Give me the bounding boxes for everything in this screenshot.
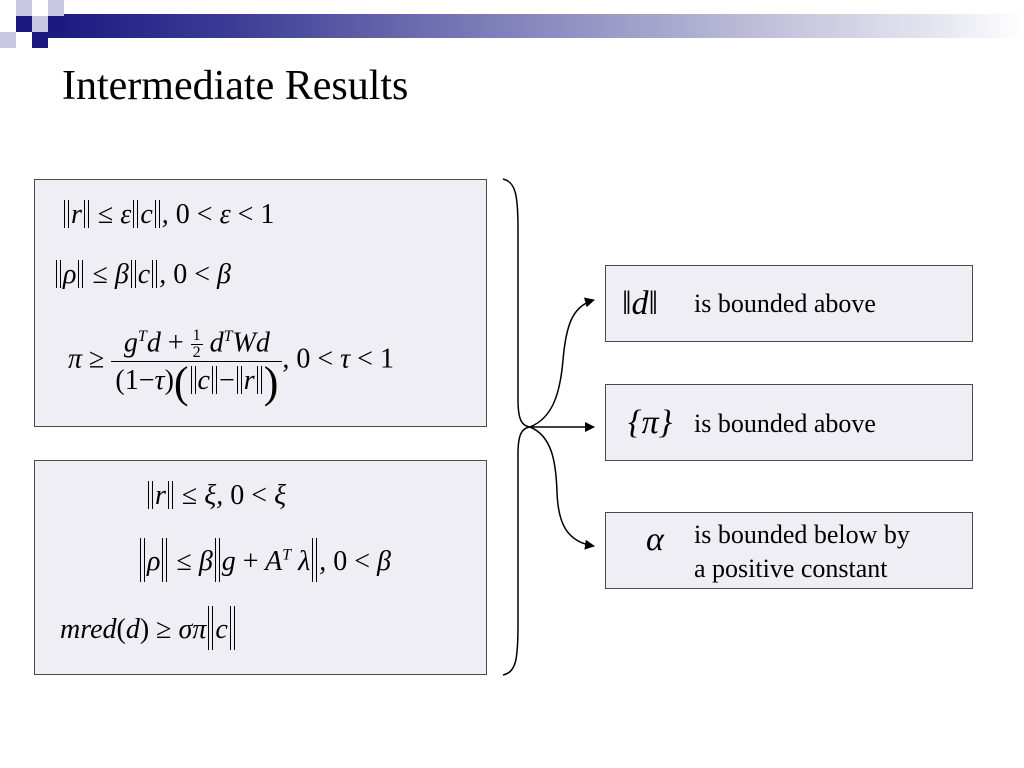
- result-text-d: is bounded above: [694, 289, 876, 318]
- result-symbol-alpha: α: [646, 521, 664, 558]
- arrow-to-d: [530, 300, 594, 427]
- arrow-to-alpha: [530, 427, 594, 546]
- result-symbol-pi: {π}: [628, 404, 673, 441]
- slide-title: Intermediate Results: [62, 63, 409, 109]
- condition-penalty-bound: π ≥ $g^Td$ + $\frac{1}{2}$ $d^TWd$ (1−τ)( c − r ) , 0 < τ < 1: [68, 320, 394, 402]
- result-symbol-d: ‖d‖: [622, 285, 659, 322]
- result-text-pi: is bounded above: [694, 409, 876, 438]
- condition-model-reduction: mred(d) ≥ σπ c: [60, 606, 237, 650]
- right-brace: [503, 179, 530, 675]
- condition-rho-gradient-bound: ρ ≤ β $g + A^T$ λ , 0 < β: [138, 538, 391, 582]
- condition-residual-xi-bound: r ≤ ξ, 0 < ξ: [146, 479, 286, 513]
- result-text-alpha-line2: a positive constant: [694, 554, 888, 583]
- condition-rho-bound: ρ ≤ β c , 0 < β: [54, 258, 231, 292]
- result-text-alpha-line1: is bounded below by: [694, 520, 910, 549]
- condition-residual-bound: r ≤ ε c , 0 < ε < 1: [62, 198, 274, 232]
- condition-1-line-1: [0, 0, 1, 1]
